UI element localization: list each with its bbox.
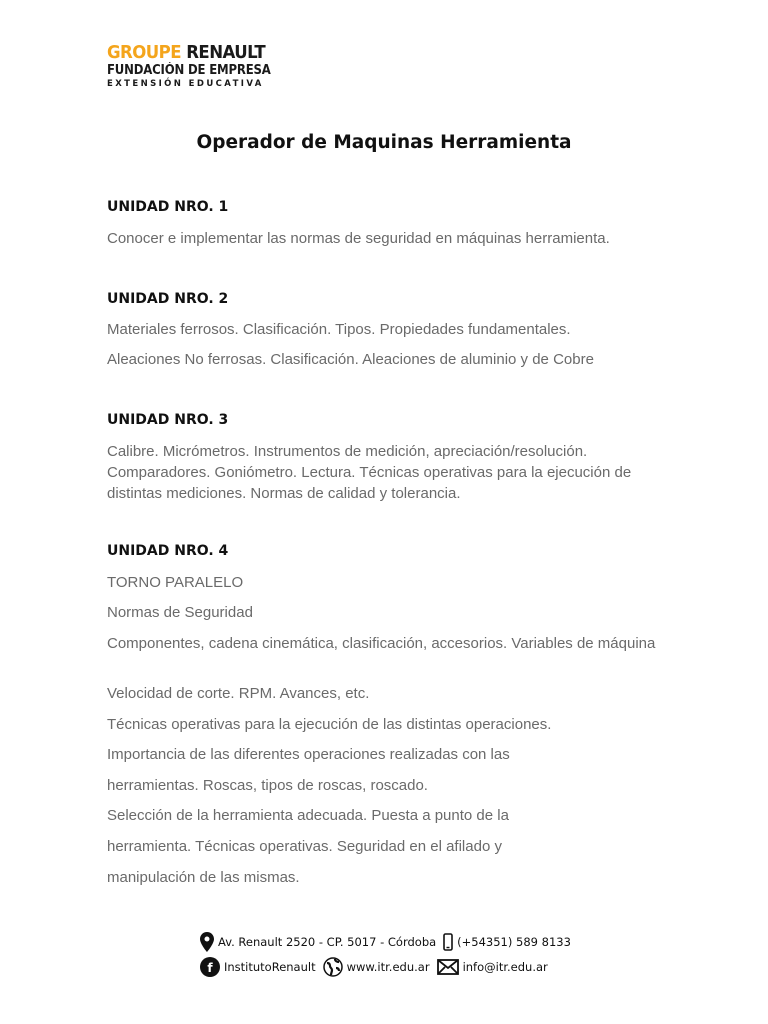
footer-row-address xyxy=(200,930,620,954)
groupe-renault-logo xyxy=(107,42,271,90)
unit-4-line: herramientas. Roscas, tipos de roscas, roscado. xyxy=(107,777,428,794)
unit-1-line: Conocer e implementar las normas de seguridad en máquinas herramienta. xyxy=(107,230,610,247)
unit-2-line: Aleaciones No ferrosas. Clasificación. Aleaciones de aluminio y de Cobre xyxy=(107,351,594,368)
unit-4-line: herramienta. Técnicas operativas. Seguridad en el afilado y xyxy=(107,838,502,855)
unit-2-line: Materiales ferrosos. Clasificación. Tipos. Propiedades fundamentales. xyxy=(107,321,571,338)
unit-4-line: Normas de Seguridad xyxy=(107,604,253,621)
unit-4-line: Técnicas operativas para la ejecución de las distintas operaciones. xyxy=(107,716,552,733)
unit-4-line: Importancia de las diferentes operaciones realizadas con las xyxy=(107,746,510,763)
document-title: Operador de Maquinas Herramienta xyxy=(196,132,572,153)
mail-icon xyxy=(437,959,459,975)
unit-4-line: Selección de la herramienta adecuada. Puesta a punto de la xyxy=(107,807,509,824)
globe-icon xyxy=(323,957,343,977)
contact-footer xyxy=(200,930,620,979)
logo-fundacion: FUNDACIÓN DE EMPRESA xyxy=(107,63,271,78)
unit-4-heading: UNIDAD NRO. 4 xyxy=(107,543,229,559)
location-pin-icon xyxy=(200,932,214,952)
footer-email[interactable]: info@itr.edu.ar xyxy=(462,960,548,974)
svg-text:f: f xyxy=(207,961,213,975)
footer-row-links xyxy=(200,955,620,979)
unit-3-heading: UNIDAD NRO. 3 xyxy=(107,412,229,428)
phone-icon xyxy=(443,933,453,951)
logo-extension: EXTENSIÓN EDUCATIVA xyxy=(107,79,264,89)
footer-address: Av. Renault 2520 - CP. 5017 - Córdoba xyxy=(218,935,437,949)
logo-renault: RENAULT xyxy=(186,42,266,63)
facebook-icon[interactable] xyxy=(200,957,220,977)
unit-4-line: Componentes, cadena cinemática, clasificación, accesorios. Variables de máquina xyxy=(107,635,656,652)
footer-facebook[interactable]: InstitutoRenault xyxy=(224,960,316,974)
footer-web[interactable]: www.itr.edu.ar xyxy=(346,960,430,974)
unit-3-paragraph: Calibre. Micrómetros. Instrumentos de medición, apreciación/resolución. Comparadores. Goniómetro. Lectura. Técnicas operativas para la ejecución de distintas mediciones. Normas de calidad y tolerancia. xyxy=(107,443,632,502)
unit-4-line: manipulación de las mismas. xyxy=(107,869,300,886)
unit-2-heading: UNIDAD NRO. 2 xyxy=(107,291,229,307)
unit-4-line: Velocidad de corte. RPM. Avances, etc. xyxy=(107,685,370,702)
unit-4-line: TORNO PARALELO xyxy=(107,574,244,591)
footer-phone: (+54351) 589 8133 xyxy=(457,935,571,949)
unit-1-heading: UNIDAD NRO. 1 xyxy=(107,199,229,215)
logo-groupe: GROUPE xyxy=(107,42,182,63)
